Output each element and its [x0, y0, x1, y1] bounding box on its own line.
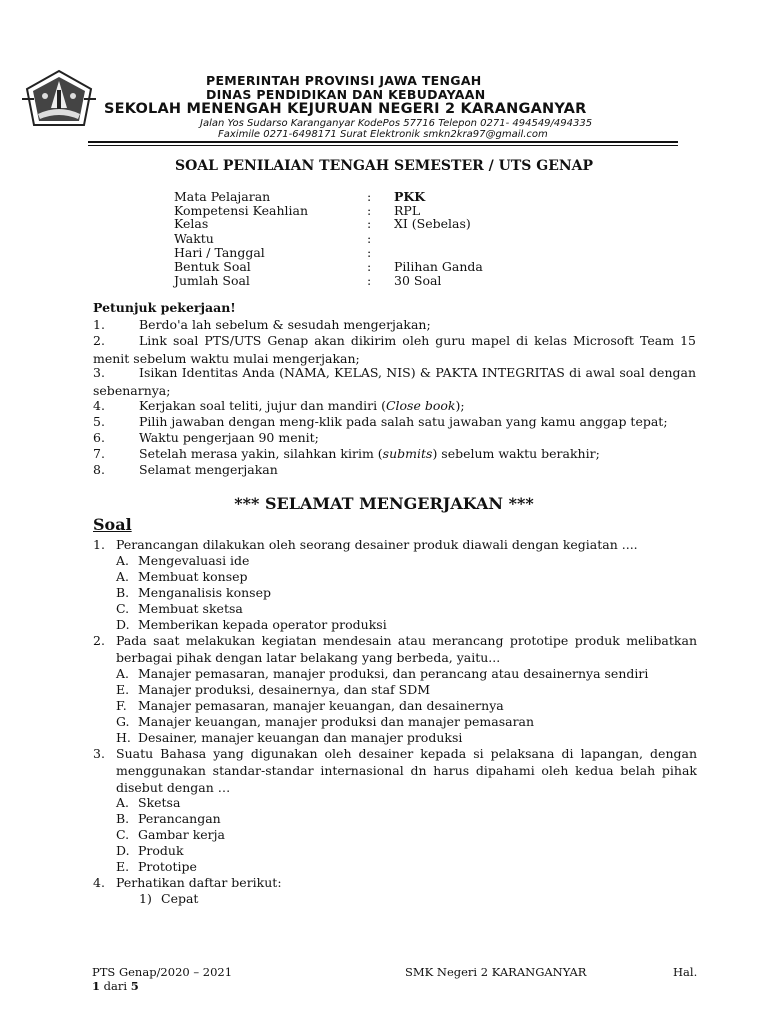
- instruction-item: [93, 364, 696, 399]
- kop-school-name: SEKOLAH MENENGAH KEJURUAN NEGERI 2 KARANGANYAR: [104, 101, 587, 117]
- kop-address: Jalan Yos Sudarso Karanganyar KodePos 57716 Telepon 0271- 494549/494335: [200, 118, 593, 129]
- option-letter: A.: [116, 553, 130, 568]
- identity-value: PKK: [394, 189, 426, 204]
- instruction-item: [93, 429, 696, 447]
- option-letter: D.: [116, 617, 130, 632]
- page-current: 1: [92, 979, 101, 993]
- option-letter: E.: [116, 859, 130, 874]
- page-of: dari: [100, 979, 131, 993]
- kop-line-1: PEMERINTAH PROVINSI JAWA TENGAH: [206, 73, 482, 88]
- kop-line-2: DINAS PENDIDIKAN DAN KEBUDAYAAN: [206, 87, 486, 102]
- instruction-number: 3.: [93, 365, 105, 380]
- instruction-number: 5.: [93, 414, 105, 429]
- option-letter: E.: [116, 682, 130, 697]
- kop-contact: Faximile 0271-6498171 Surat Elektronik smkn2kra97@gmail.com: [218, 129, 548, 140]
- question: [93, 536, 697, 553]
- option-text: Manajer pemasaran, manajer produksi, dan perancang atau desainernya sendiri: [138, 666, 649, 681]
- identity-sep: :: [367, 203, 372, 218]
- identity-label: Mata Pelajaran: [174, 189, 271, 204]
- instruction-number: 2.: [93, 333, 105, 348]
- instruction-text: Link soal PTS/UTS Genap akan dikirim oleh guru mapel di kelas Microsoft Team 15 menit sebelum waktu mulai mengerjakan;: [93, 333, 696, 366]
- option-text: Memberikan kepada operator produksi: [138, 617, 387, 632]
- option-text: Prototipe: [138, 859, 197, 874]
- option-text: Gambar kerja: [138, 827, 225, 842]
- option-letter: C.: [116, 601, 130, 616]
- identity-label: Jumlah Soal: [174, 273, 250, 288]
- option-letter: A.: [116, 666, 130, 681]
- option-text: Manajer keuangan, manajer produksi dan manajer pemasaran: [138, 714, 535, 729]
- option-letter: F.: [116, 698, 127, 713]
- page-total: 5: [130, 979, 139, 993]
- identity-value: Pilihan Ganda: [394, 259, 483, 274]
- identity-sep: :: [367, 189, 372, 204]
- instruction-emphasis: Close book: [385, 398, 456, 413]
- province-emblem: [22, 68, 96, 130]
- identity-value: XI (Sebelas): [394, 216, 471, 231]
- question-text: Perancangan dilakukan oleh seorang desainer produk diawali dengan kegiatan ....: [116, 537, 638, 552]
- instruction-item: [93, 316, 696, 334]
- option-letter: B.: [116, 811, 130, 826]
- identity-label: Bentuk Soal: [174, 259, 251, 274]
- kop-divider-thick: [88, 141, 678, 143]
- exam-title: SOAL PENILAIAN TENGAH SEMESTER / UTS GENAP: [174, 158, 594, 174]
- question: [93, 745, 697, 796]
- option-text: Menganalisis konsep: [138, 585, 271, 600]
- option-text: Membuat sketsa: [138, 601, 243, 616]
- identity-value: 30 Soal: [394, 273, 442, 288]
- list-marker: 1): [139, 891, 152, 906]
- identity-label: Kompetensi Keahlian: [174, 203, 309, 218]
- instruction-text: Setelah merasa yakin, silahkan kirim (: [139, 446, 383, 461]
- identity-sep: :: [367, 216, 372, 231]
- instruction-text-end: );: [455, 398, 465, 413]
- option-letter: B.: [116, 585, 130, 600]
- identity-sep: :: [367, 245, 372, 260]
- option-text: Sketsa: [138, 795, 181, 810]
- option-letter: G.: [116, 714, 130, 729]
- footer-right: Hal.: [673, 965, 698, 979]
- identity-value: RPL: [394, 203, 421, 218]
- option-letter: C.: [116, 827, 130, 842]
- soal-heading: Soal: [93, 515, 132, 534]
- banner-text: *** SELAMAT MENGERJAKAN ***: [234, 494, 534, 513]
- option-letter: A.: [116, 795, 130, 810]
- question-text: Suatu Bahasa yang digunakan oleh desainer kepada si pelaksana di lapangan, dengan menggunakan standar-standar internasional dn harus dipahami oleh kedua belah pihak disebut dengan …: [116, 746, 697, 795]
- identity-sep: :: [367, 273, 372, 288]
- instruction-text: Berdo'a lah sebelum & sesudah mengerjakan;: [139, 317, 431, 332]
- identity-label: Waktu: [174, 231, 214, 246]
- question-text: Perhatikan daftar berikut:: [116, 875, 282, 890]
- question-number: 1.: [93, 537, 105, 552]
- question: [93, 632, 697, 666]
- instruction-number: 6.: [93, 430, 105, 445]
- option-text: Mengevaluasi ide: [138, 553, 250, 568]
- instruction-text: Selamat mengerjakan: [139, 462, 278, 477]
- instruction-text: Isikan Identitas Anda (NAMA, KELAS, NIS) & PAKTA INTEGRITAS di awal soal dengan sebenarnya;: [93, 365, 696, 398]
- instruction-item: [93, 445, 696, 463]
- option-text: Membuat konsep: [138, 569, 248, 584]
- identity-sep: :: [367, 259, 372, 274]
- instruction-number: 1.: [93, 317, 105, 332]
- option-text: Manajer produksi, desainernya, dan staf SDM: [138, 682, 431, 697]
- instruction-text-end: ) sebelum waktu berakhir;: [432, 446, 600, 461]
- identity-label: Hari / Tanggal: [174, 245, 265, 260]
- instruction-number: 8.: [93, 462, 105, 477]
- option-letter: A.: [116, 569, 130, 584]
- identity-sep: :: [367, 231, 372, 246]
- kop-divider-thin: [88, 145, 678, 146]
- option-letter: D.: [116, 843, 130, 858]
- option-letter: H.: [116, 730, 131, 745]
- instruction-item: [93, 413, 696, 431]
- list-text: Cepat: [161, 891, 199, 906]
- instruction-item: [93, 397, 696, 415]
- option-text: Desainer, manajer keuangan dan manajer produksi: [138, 730, 463, 745]
- instruction-emphasis: submits: [382, 446, 433, 461]
- question-number: 2.: [93, 633, 105, 648]
- instruction-item: [93, 332, 696, 367]
- instruction-text: Pilih jawaban dengan meng-klik pada salah satu jawaban yang kamu anggap tepat;: [139, 414, 668, 429]
- instruction-text: Waktu pengerjaan 90 menit;: [139, 430, 319, 445]
- instruction-text: Kerjakan soal teliti, jujur dan mandiri (: [139, 398, 386, 413]
- instruction-number: 4.: [93, 398, 105, 413]
- instruction-number: 7.: [93, 446, 105, 461]
- question-number: 3.: [93, 746, 105, 761]
- question-number: 4.: [93, 875, 105, 890]
- page-indicator: [92, 979, 139, 993]
- footer-center: SMK Negeri 2 KARANGANYAR: [405, 965, 587, 979]
- instruction-item: [93, 461, 696, 479]
- footer-left: PTS Genap/2020 – 2021: [92, 965, 233, 979]
- option-text: Perancangan: [138, 811, 221, 826]
- option-text: Manajer pemasaran, manajer keuangan, dan desainernya: [138, 698, 504, 713]
- question-text: Pada saat melakukan kegiatan mendesain atau merancang prototipe produk melibatkan berbagai pihak dengan latar belakang yang berbeda, yaitu...: [116, 633, 697, 665]
- option-text: Produk: [138, 843, 184, 858]
- question: [93, 874, 697, 891]
- instructions-heading: Petunjuk pekerjaan!: [93, 300, 236, 315]
- identity-label: Kelas: [174, 216, 209, 231]
